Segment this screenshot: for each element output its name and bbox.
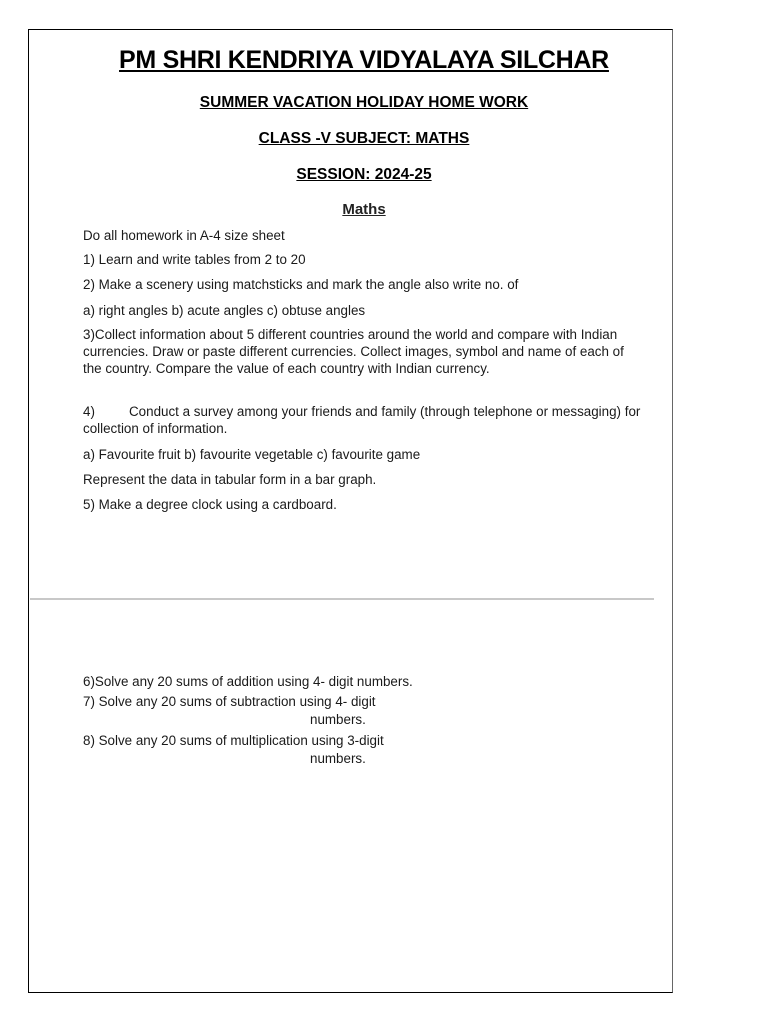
school-title: PM SHRI KENDRIYA VIDYALAYA SILCHAR [119, 46, 609, 74]
page-divider [30, 598, 654, 600]
question-8-line-2: numbers. [310, 751, 366, 766]
question-4-text: Conduct a survey among your friends and family (through telephone or messaging) for collection of information. [83, 404, 641, 436]
question-7-line-2: numbers. [310, 712, 366, 727]
question-4 [83, 403, 643, 437]
question-2: 2) Make a scenery using matchsticks and mark the angle also write no. of [83, 277, 519, 292]
question-4-note: Represent the data in tabular form in a bar graph. [83, 472, 377, 487]
session-line: SESSION: 2024-25 [296, 166, 432, 183]
class-subject-line: CLASS -V SUBJECT: MATHS [258, 130, 470, 147]
question-5: 5) Make a degree clock using a cardboard. [83, 497, 337, 512]
question-4-number: 4) [83, 404, 95, 419]
question-7-line-1: 7) Solve any 20 sums of subtraction using 4- digit [83, 694, 376, 709]
question-1: 1) Learn and write tables from 2 to 20 [83, 252, 306, 267]
homework-title: SUMMER VACATION HOLIDAY HOME WORK [199, 94, 529, 111]
question-6: 6)Solve any 20 sums of addition using 4- digit numbers. [83, 674, 413, 689]
subject-heading: Maths [342, 201, 386, 218]
question-8-line-1: 8) Solve any 20 sums of multiplication using 3-digit [83, 733, 384, 748]
question-4-options: a) Favourite fruit b) favourite vegetable c) favourite game [83, 447, 421, 462]
question-3: 3)Collect information about 5 different countries around the world and compare with Indian currencies. Draw or paste different currencies. Collect images, symbol and name of each of the country. Compare the value of each country with Indian currency. [83, 327, 624, 376]
question-2-options: a) right angles b) acute angles c) obtuse angles [83, 303, 366, 318]
intro-instruction: Do all homework in A-4 size sheet [83, 228, 285, 243]
